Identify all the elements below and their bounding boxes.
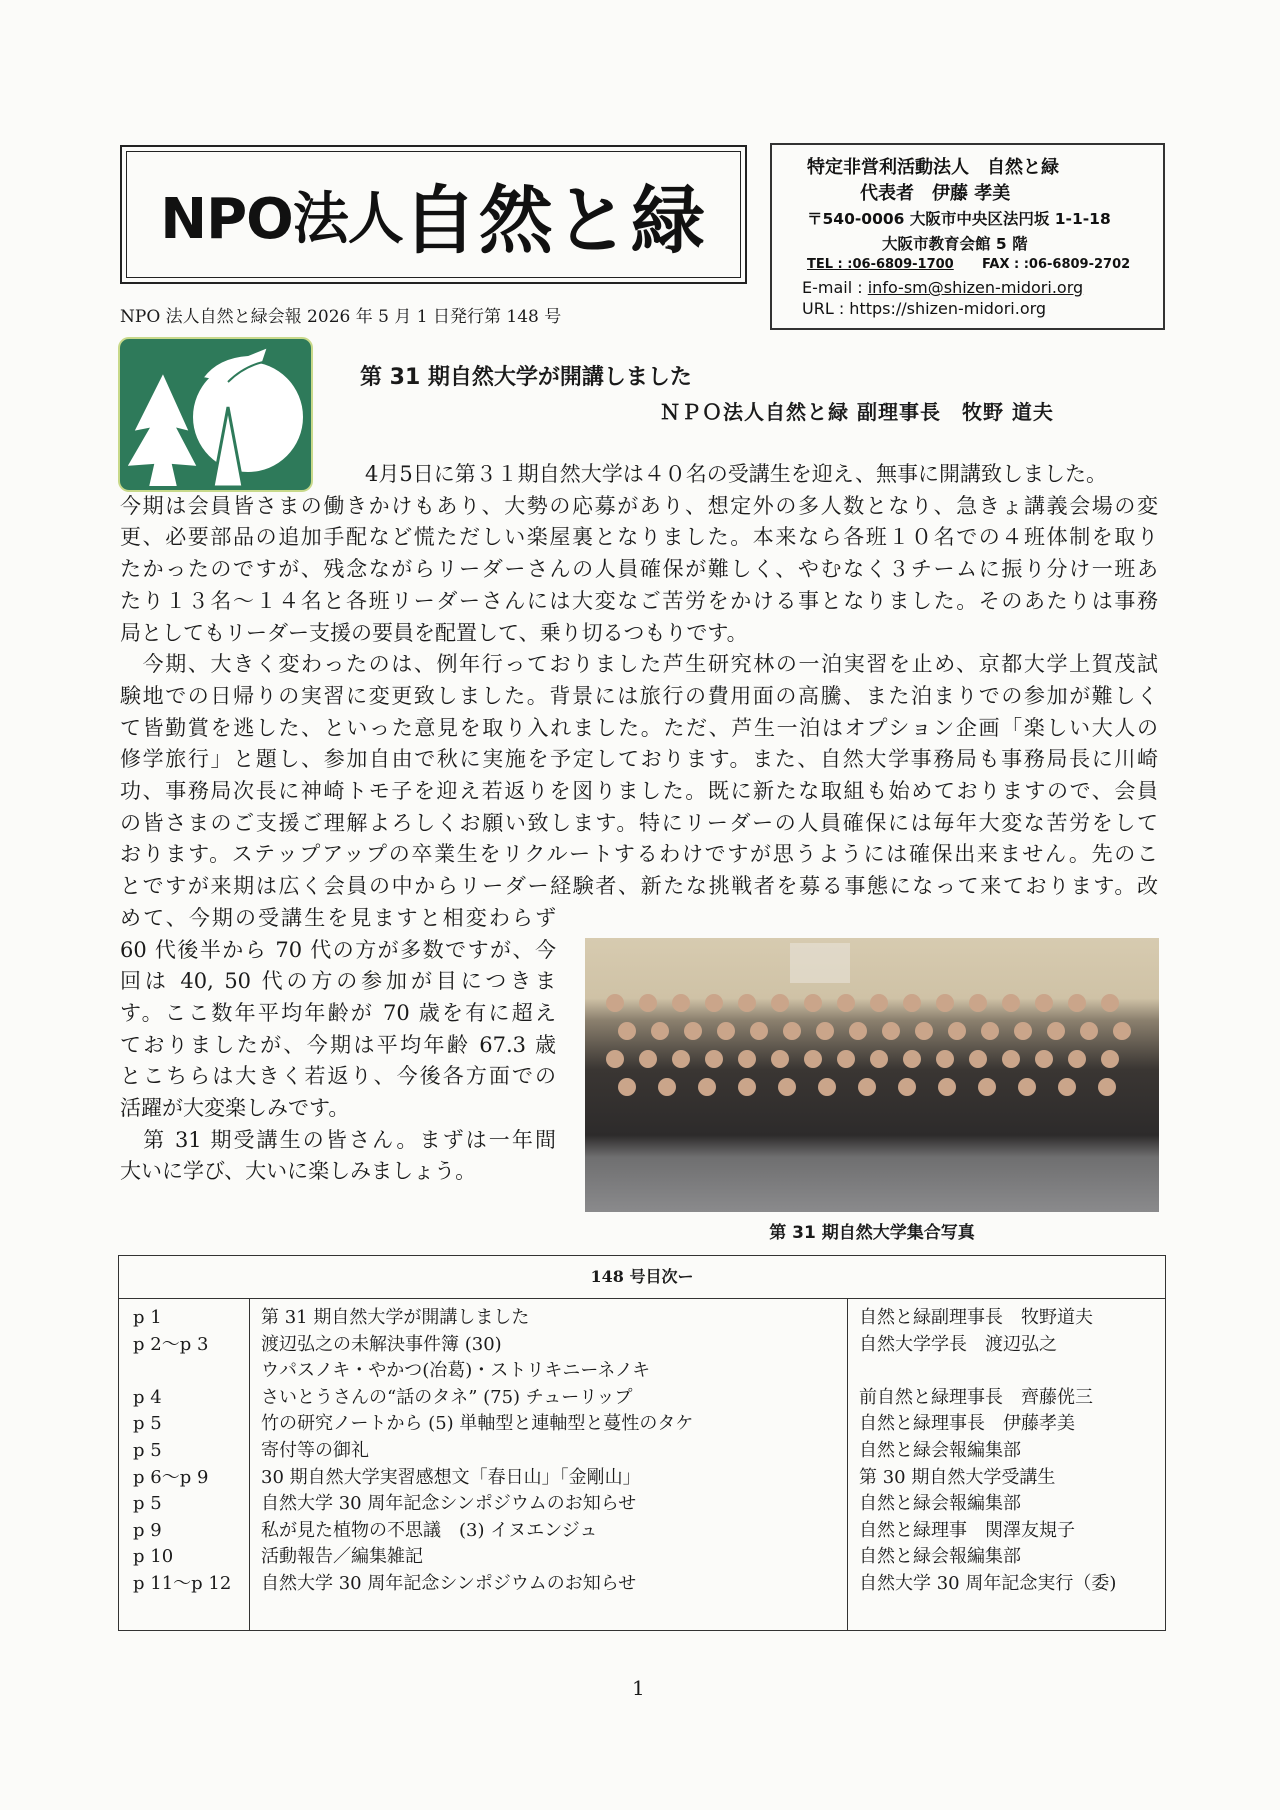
body-line: とこちらは大きく若返り、今後各方面での	[120, 1064, 556, 1089]
body-line: て皆勤賞を逃した、といった意見を取り入れました。ただ、芦生一泊はオプション企画「楽しい大人の	[120, 715, 1158, 740]
person-head	[1018, 1078, 1036, 1096]
group-photo-image	[585, 938, 1159, 1212]
body-line: 功、事務局次長に神崎トモ子を迎え若返りを図りました。既に新たな取組も始めておりますので、会員	[120, 779, 1158, 803]
person-head	[738, 1050, 756, 1068]
person-head	[1047, 1022, 1065, 1040]
toc-author: 自然大学 30 周年記念実行（委)	[859, 1573, 1117, 1594]
body-line: 今期、大きく変わったのは、例年行っておりました芦生研究林の一泊実習を止め、京都大学上賀茂試	[120, 652, 1158, 677]
email-link[interactable]: info-sm@shizen-midori.org	[867, 278, 1084, 297]
column-divider	[249, 1298, 250, 1630]
person-head	[837, 994, 855, 1012]
toc-title[interactable]: 私が見た植物の不思議 (3) イヌエンジュ	[261, 1519, 598, 1541]
body-line: 活躍が大変楽しみです。	[120, 1096, 350, 1120]
toc-page: p 5	[133, 1413, 162, 1435]
person-head	[804, 994, 822, 1012]
person-head	[1113, 1022, 1131, 1040]
toc-author: 自然と緑副理事長 牧野道夫	[859, 1307, 1093, 1328]
person-head	[778, 1078, 796, 1096]
column-divider	[847, 1298, 848, 1630]
person-head	[870, 994, 888, 1012]
person-head	[936, 994, 954, 1012]
email-label: E-mail :	[802, 278, 868, 297]
logo-tree-icon	[118, 337, 313, 492]
body-line: 60 代後半から 70 代の方が多数ですが、今	[120, 937, 556, 962]
toc-title[interactable]: 活動報告／編集雑記	[261, 1546, 423, 1568]
person-head	[1014, 1022, 1032, 1040]
toc-page: p 11～p 12	[133, 1573, 232, 1594]
person-head	[915, 1022, 933, 1040]
toc-title[interactable]: 30 期自然大学実習感想文「春日山」「金剛山」	[261, 1466, 641, 1488]
body-line: 4月5日に第３１期自然大学は４０名の受講生を迎え、無事に開講致しました。	[365, 462, 1107, 486]
person-head	[606, 994, 624, 1012]
person-head	[981, 1022, 999, 1040]
body-line: たかったのですが、残念ながらリーダーさんの人員確保が難しく、やむなく３チームに振り分け一班あ	[120, 557, 1158, 582]
person-head	[738, 994, 756, 1012]
person-head	[783, 1022, 801, 1040]
body-line: す。ここ数年平均年齢が 70 歳を有に超え	[120, 1000, 556, 1025]
person-head	[804, 1050, 822, 1068]
toc-author: 自然大学学長 渡辺弘之	[859, 1333, 1057, 1355]
person-head	[969, 994, 987, 1012]
title-npo: NPO法人	[160, 186, 403, 252]
toc-author: 自然と緑会報編集部	[859, 1440, 1021, 1461]
body-line: の皆さまのご支援ご理解よろしくお願い致します。特にリーダーの人員確保には毎年大変な苦労をして	[120, 810, 1158, 835]
toc-page: p 1	[133, 1307, 162, 1328]
toc-page: p 5	[133, 1493, 162, 1515]
toc-author: 自然と緑理事長 伊藤孝美	[859, 1413, 1075, 1435]
body-line: とですが来期は広く会員の中からリーダー経験者、新たな挑戦者を募る事態になって来ております。改	[120, 874, 1158, 899]
toc-title[interactable]: 竹の研究ノートから (5) 単軸型と連軸型と蔓性のタケ	[261, 1413, 694, 1435]
person-head	[705, 1050, 723, 1068]
photo-caption: 第 31 期自然大学集合写真	[769, 1223, 975, 1243]
person-head	[1080, 1022, 1098, 1040]
article-author: ＮＰＯ法人自然と緑 副理事長 牧野 道夫	[660, 400, 1054, 424]
person-head	[858, 1078, 876, 1096]
fax: FAX : :06-6809-2702	[982, 257, 1131, 272]
person-head	[771, 994, 789, 1012]
person-head	[771, 1050, 789, 1068]
body-line: めて、今期の受講生を見ますと相変わらず	[120, 905, 556, 930]
body-line: 今期は会員皆さまの働きかけもあり、大勢の応募があり、想定外の多人数となり、急きょ講義会場の変	[120, 493, 1158, 518]
issue-line: NPO 法人自然と緑会報 2026 年 5 月 1 日発行第 148 号	[120, 307, 562, 327]
person-head	[1101, 994, 1119, 1012]
toc-page: p 2～p 3	[133, 1333, 209, 1355]
title-name: 自然と緑	[402, 177, 707, 264]
person-head	[816, 1022, 834, 1040]
body-line: 回は 40, 50 代の方の参加が目につきま	[120, 969, 556, 994]
tel: TEL : :06-6809-1700	[807, 257, 954, 272]
toc-title[interactable]: 自然大学 30 周年記念シンポジウムのお知らせ	[261, 1493, 637, 1515]
person-head	[898, 1078, 916, 1096]
person-head	[698, 1078, 716, 1096]
toc-title[interactable]: 渡辺弘之の未解決事件簿 (30)	[261, 1333, 502, 1355]
body-line: 験地での日帰りの実習に変更致しました。背景には旅行の費用面の高騰、また泊まりでの参加が難しく	[120, 683, 1158, 708]
person-head	[849, 1022, 867, 1040]
person-head	[618, 1022, 636, 1040]
toc-title[interactable]: 寄付等の御礼	[261, 1440, 369, 1461]
toc-author: 自然と緑会報編集部	[859, 1493, 1021, 1515]
person-head	[1058, 1078, 1076, 1096]
person-head	[1035, 1050, 1053, 1068]
masthead-title	[122, 147, 745, 282]
person-head	[969, 1050, 987, 1068]
person-head	[717, 1022, 735, 1040]
person-head	[705, 994, 723, 1012]
toc-author: 第 30 期自然大学受講生	[859, 1466, 1056, 1488]
person-head	[978, 1078, 996, 1096]
address-line-1: 〒540-0006 大阪市中央区法円坂 1-1-18	[807, 210, 1111, 228]
body-line: 第 31 期受講生の皆さん。まずは一年間	[120, 1127, 556, 1152]
person-head	[639, 1050, 657, 1068]
person-head	[639, 994, 657, 1012]
toc-page: p 6～p 9	[133, 1466, 209, 1488]
person-head	[936, 1050, 954, 1068]
organization-name: 特定非営利活動法人 自然と緑	[807, 157, 1059, 178]
person-head	[948, 1022, 966, 1040]
toc-title[interactable]: 第 31 期自然大学が開講しました	[261, 1307, 530, 1328]
person-head	[818, 1078, 836, 1096]
person-head	[651, 1022, 669, 1040]
person-head	[1068, 994, 1086, 1012]
person-head	[750, 1022, 768, 1040]
body-line: 局としてもリーダー支援の要員を配置して、乗り切るつもりです。	[120, 620, 748, 645]
body-line: おります。ステップアップの卒業生をリクルートするわけですが思うようには確保出来ません。先のこ	[120, 842, 1158, 867]
person-head	[606, 1050, 624, 1068]
person-head	[1068, 1050, 1086, 1068]
person-head	[1002, 994, 1020, 1012]
toc-title: 148 号目次ー	[119, 1256, 1165, 1299]
person-head	[618, 1078, 636, 1096]
contact-box	[770, 143, 1165, 330]
person-head	[1035, 994, 1053, 1012]
toc-page: p 4	[133, 1386, 162, 1408]
person-head	[837, 1050, 855, 1068]
article-title: 第 31 期自然大学が開講しました	[360, 365, 692, 390]
person-head	[658, 1078, 676, 1096]
toc-author: 自然と緑会報編集部	[859, 1546, 1021, 1568]
body-line: ておりましたが、今期は平均年齢 67.3 歳	[120, 1032, 556, 1057]
person-head	[870, 1050, 888, 1068]
person-head	[738, 1078, 756, 1096]
person-head	[1101, 1050, 1119, 1068]
body-line: 修学旅行」と題し、参加自由で秋に実施を予定しております。また、自然大学事務局も事務局長に川崎	[120, 747, 1158, 772]
toc-title[interactable]: ウパスノキ・やかつ(冶葛)・ストリキニーネノキ	[261, 1360, 651, 1382]
toc-title[interactable]: 自然大学 30 周年記念シンポジウムのお知らせ	[261, 1573, 637, 1594]
person-head	[903, 994, 921, 1012]
representative: 代表者 伊藤 孝美	[860, 183, 1011, 204]
email-line	[802, 278, 1083, 297]
body-line: 大いに学び、大いに楽しみましょう。	[120, 1159, 477, 1184]
toc-page: p 10	[133, 1546, 174, 1568]
table-of-contents	[118, 1255, 1166, 1631]
body-line: たり１３名～１４名と各班リーダーさんには大変なご苦労をかける事となりました。そのあたりは事務	[120, 588, 1158, 613]
person-head	[903, 1050, 921, 1068]
page-number: 1	[632, 1676, 645, 1700]
toc-title[interactable]: さいとうさんの“話のタネ” (75) チューリップ	[261, 1386, 633, 1408]
toc-page: p 5	[133, 1440, 162, 1461]
person-head	[672, 1050, 690, 1068]
url[interactable]: URL : https://shizen-midori.org	[802, 299, 1047, 318]
toc-page: p 9	[133, 1519, 162, 1541]
person-head	[672, 994, 690, 1012]
person-head	[938, 1078, 956, 1096]
person-head	[882, 1022, 900, 1040]
group-photo	[585, 938, 1159, 1212]
masthead-title-box	[120, 145, 747, 284]
toc-author: 前自然と緑理事長 齊藤侊三	[859, 1386, 1093, 1408]
person-head	[1002, 1050, 1020, 1068]
toc-author: 自然と緑理事 関澤友規子	[859, 1519, 1075, 1541]
person-head	[684, 1022, 702, 1040]
address-line-2: 大阪市教育会館 5 階	[882, 235, 1028, 253]
body-line: 更、必要部品の追加手配など慌ただしい楽屋裏となりました。本来なら各班１０名での４班体制を取り	[120, 525, 1158, 550]
person-head	[1098, 1078, 1116, 1096]
